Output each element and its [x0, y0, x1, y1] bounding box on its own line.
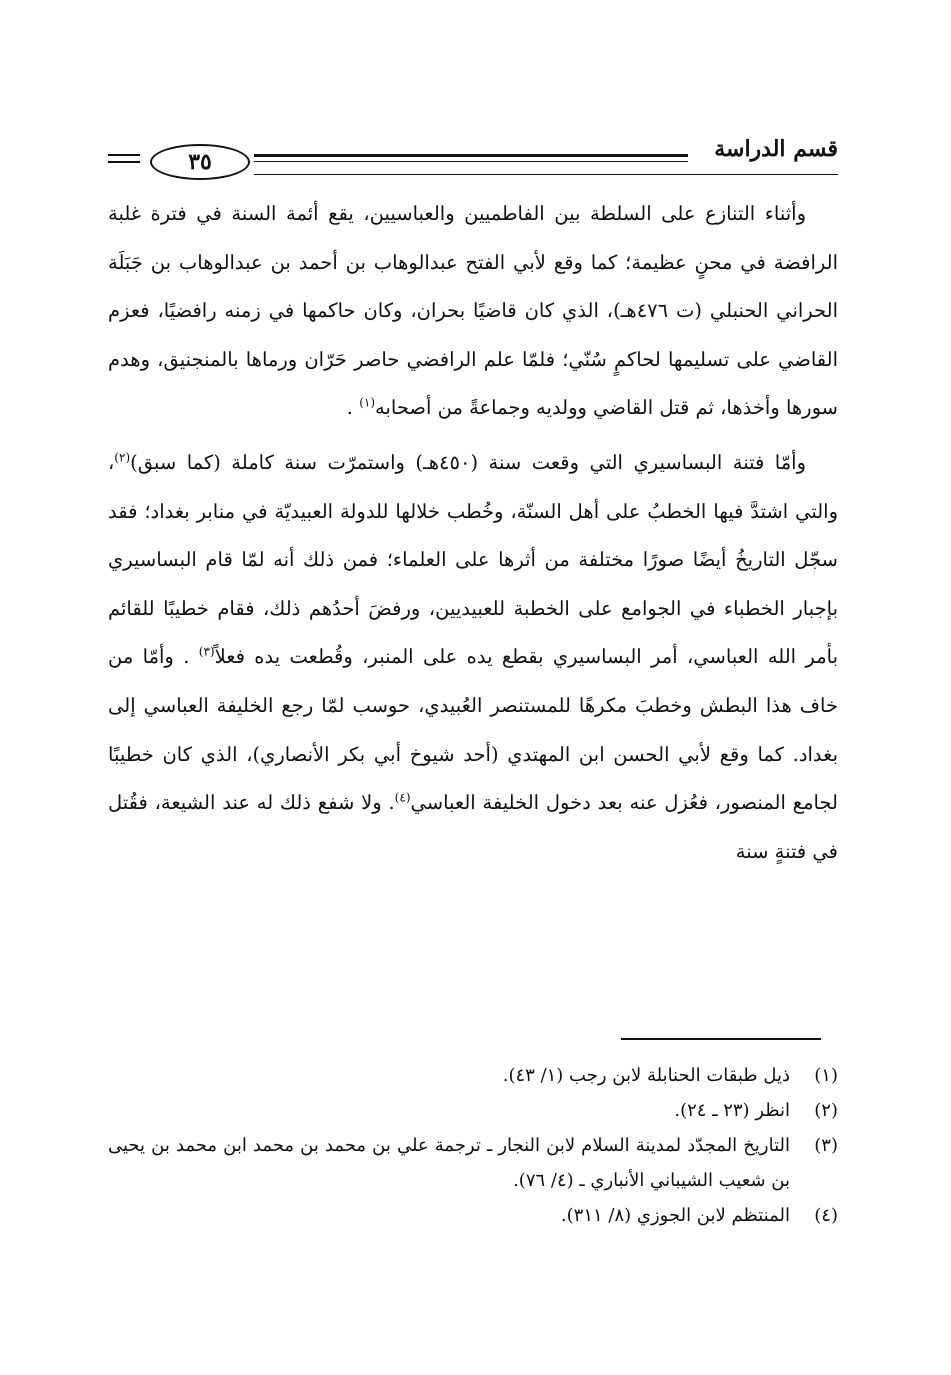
- header-rule: [254, 154, 688, 157]
- paragraph-1: [108, 190, 838, 433]
- footnote-text: المنتظم لابن الجوزي (٨/ ٣١١).: [560, 1205, 790, 1226]
- paragraph-text: ، والتي اشتدَّ فيها الخطبُ على أهل السنّة، وخُطب خلالها للدولة العبيديّة في منابر بغداد؛ فقد سجّل التاريخُ أيضًا صورًا مختلفة من أثرها على العلماء؛ فمن ذلك أنه لمّا قام البساسيري بإجبار الخطباء في الجوامع على الخطبة للعبيديين، ورفضَ أحدُهم ذلك، فقام خطيبًا للقائم بأمر الله العباسي، أمر البساسيري بقطع يده على المنبر، وقُطعت يده فعلاً: [108, 450, 839, 669]
- footnote: [108, 1093, 838, 1128]
- footnote-number: (٤): [814, 1205, 838, 1226]
- footnote-number: (٢): [814, 1100, 838, 1121]
- section-title: قسم الدراسة: [714, 136, 838, 162]
- paragraph-2: [108, 439, 838, 876]
- footnote-text: التاريخ المجدّد لمدينة السلام لابن النجار ـ ترجمة علي بن محمد بن محمد ابن محمد بن يحيى بن شعيب الشيباني الأنباري ـ (٤/ ٧٦).: [108, 1135, 790, 1191]
- paragraph-tail: .: [346, 396, 360, 420]
- header-underline: [254, 174, 838, 175]
- footnote-separator: [621, 1038, 821, 1040]
- footnote-ref: (٣): [198, 644, 215, 659]
- footnote-text: ذيل طبقات الحنابلة لابن رجب (١/ ٤٣).: [502, 1065, 790, 1086]
- paragraph-text: . وأمّا من خاف هذا البطش وخطبَ مكرهًا للمستنصر العُبيدي، حوسب لمّا رجع الخليفة العباسي إلى بغداد. كما وقع لأبي الحسن ابن المهتدي (أحد شيوخ أبي بكر الأنصاري)، الذي كان خطيبًا لجامع المنصور، فعُزل عنه بعد دخول الخليفة العباسي: [108, 645, 838, 815]
- header-rule-thin: [254, 161, 688, 162]
- page-number: ٣٥: [188, 149, 212, 175]
- footnote-ref: (٢): [114, 450, 131, 465]
- header-rule-left-2: [108, 161, 140, 163]
- body-text: [108, 190, 838, 876]
- footnote-number: (١): [814, 1065, 838, 1086]
- paragraph-text: . ولا شفع ذلك له عند الشيعة، فقُتل في فتنةٍ سنة: [108, 791, 838, 863]
- paragraph-text: وأثناء التنازع على السلطة بين الفاطميين والعباسيين، يقع أئمة السنة في فترة غلبة الرافضة في محنٍ عظيمة؛ كما وقع لأبي الفتح عبدالوهاب بن أحمد بن عبدالوهاب بن جَبَلَة الحراني الحنبلي (ت ٤٧٦هـ)، الذي كان قاضيًا بحران، وكان حاكمها في زمنه رافضيًا، فعزم القاضي على تسليمها لحاكمٍ سُنّي؛ فلمّا علم الرافضي حاصر حَرّان ورماها بالمنجنيق، وهدم سورها وأخذها، ثم قتل القاضي وولديه وجماعةً من أصحابه: [108, 202, 838, 420]
- footnote-ref: (١): [359, 395, 376, 410]
- footnote: [108, 1128, 838, 1198]
- page-header: [108, 130, 838, 180]
- header-rule-left: [108, 154, 140, 156]
- footnote: [108, 1058, 838, 1093]
- footnote-ref: (٤): [394, 790, 411, 805]
- paragraph-text: وأمّا فتنة البساسيري التي وقعت سنة (٤٥٠هـ) واستمرّت سنة كاملة (كما سبق): [130, 450, 806, 474]
- page-number-badge: [150, 144, 250, 180]
- footnotes: [108, 1058, 838, 1233]
- footnote: [108, 1198, 838, 1233]
- footnote-text: انظر (٢٣ ـ ٢٤).: [674, 1100, 790, 1121]
- footnote-number: (٣): [814, 1135, 838, 1156]
